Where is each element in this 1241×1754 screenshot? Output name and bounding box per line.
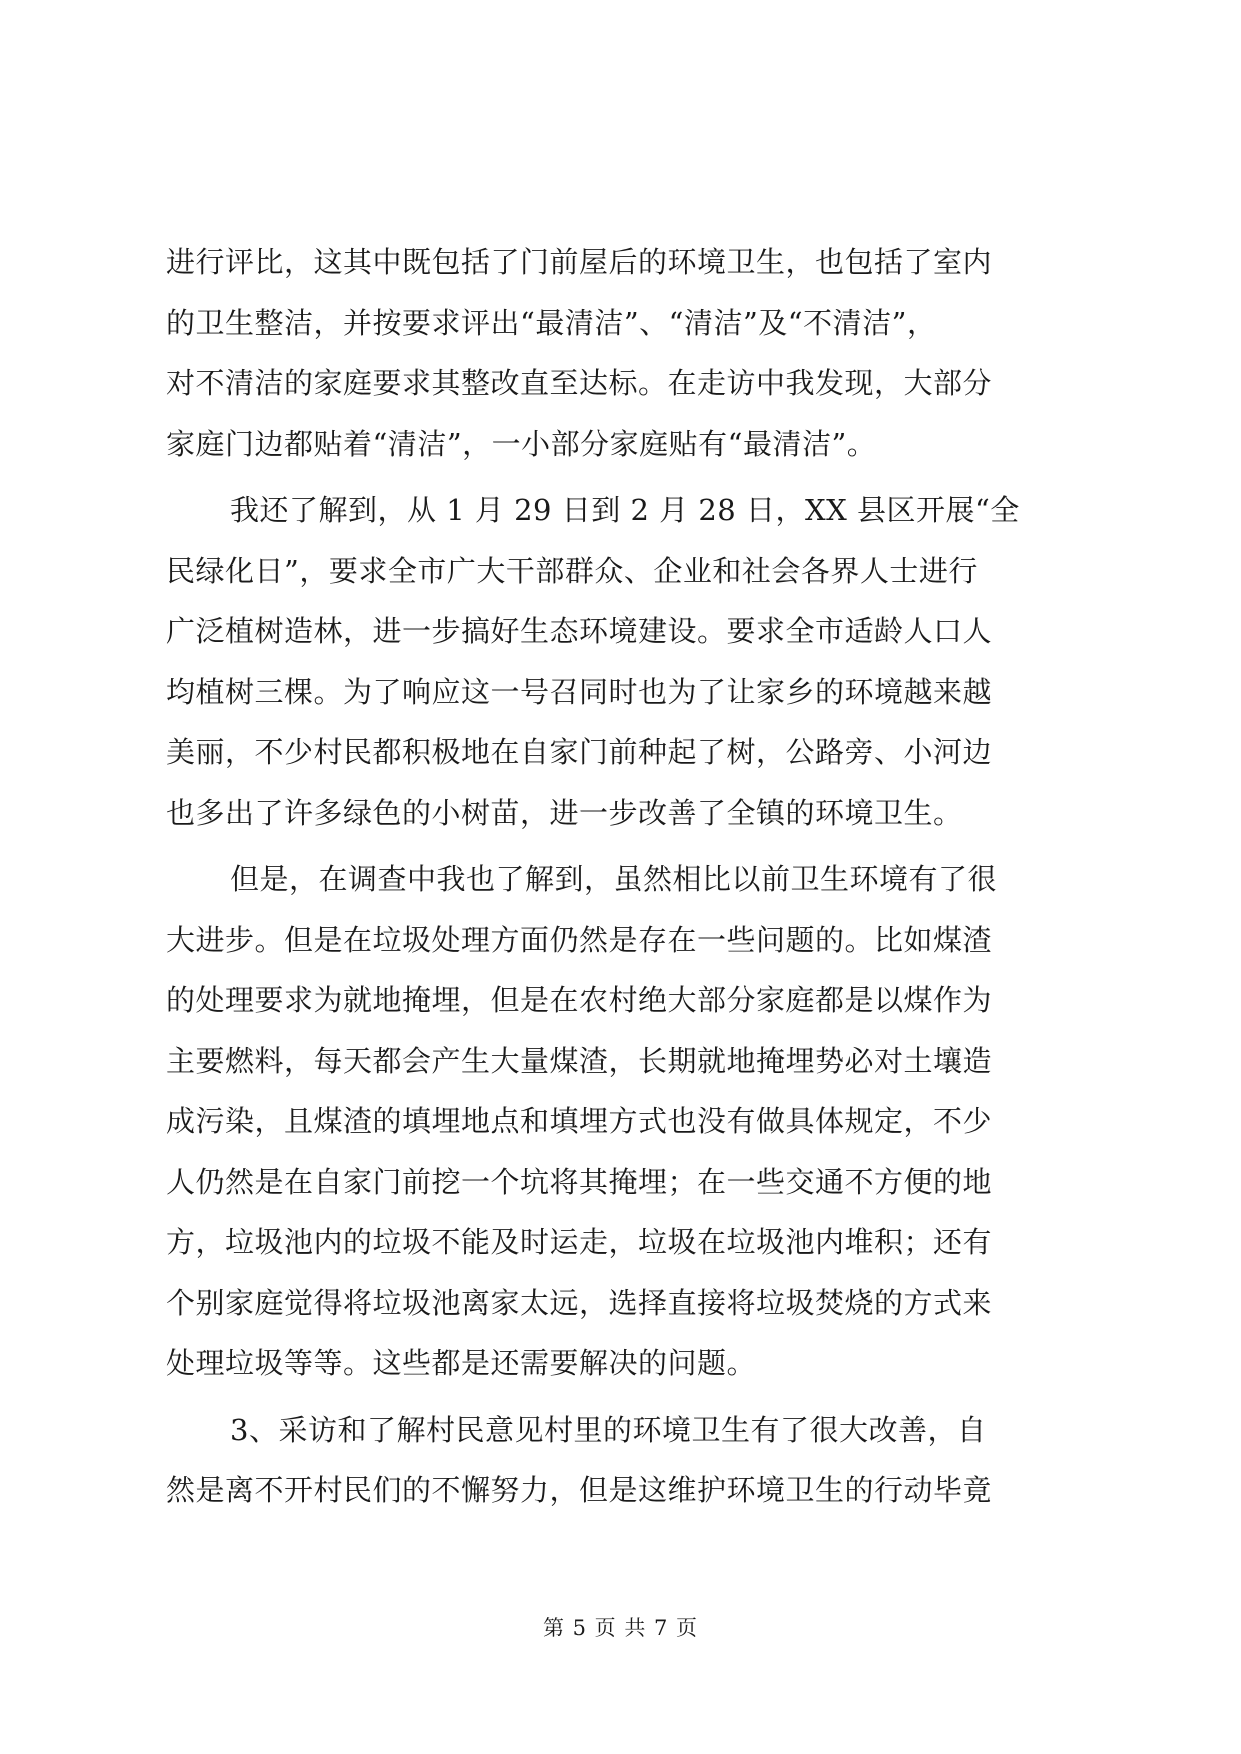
text-line: 成污染，且煤渣的填埋地点和填埋方式也没有做具体规定，不少 bbox=[166, 1104, 993, 1138]
paragraph bbox=[166, 1400, 1076, 1521]
text-line: 方，垃圾池内的垃圾不能及时运走，垃圾在垃圾池内堆积；还有 bbox=[166, 1225, 993, 1259]
text-line: 人仍然是在自家门前挖一个坑将其掩埋；在一些交通不方便的地 bbox=[166, 1164, 993, 1199]
text-line: 民绿化日”，要求全市广大干部群众、企业和社会各界人士进行 bbox=[166, 553, 978, 588]
paragraph bbox=[166, 480, 1076, 843]
text-line: 进行评比，这其中既包括了门前屋后的环境卫生，也包括了室内 bbox=[166, 245, 993, 279]
text-line: 我还了解到，从 1 月 29 日到 2 月 28 日，XX 县区开展“全 bbox=[230, 493, 1020, 527]
text-line: 个别家庭觉得将垃圾池离家太远，选择直接将垃圾焚烧的方式来 bbox=[166, 1285, 993, 1320]
text-line: 家庭门边都贴着“清洁”，一小部分家庭贴有“最清洁”。 bbox=[166, 426, 877, 461]
text-line: 处理垃圾等等。这些都是还需要解决的问题。 bbox=[166, 1346, 757, 1380]
text-line: 均植树三棵。为了响应这一号召同时也为了让家乡的环境越来越 bbox=[166, 674, 993, 709]
text-line: 对不清洁的家庭要求其整改直至达标。在走访中我发现，大部分 bbox=[166, 366, 993, 400]
text-line: 的处理要求为就地掩埋，但是在农村绝大部分家庭都是以煤作为 bbox=[166, 983, 993, 1017]
paragraph bbox=[166, 849, 1076, 1394]
text-line: 广泛植树造林，进一步搞好生态环境建设。要求全市适龄人口人 bbox=[166, 614, 993, 648]
text-line: 主要燃料，每天都会产生大量煤渣，长期就地掩埋势必对土壤造 bbox=[166, 1043, 993, 1078]
text-line: 3、采访和了解村民意见村里的环境卫生有了很大改善，自 bbox=[230, 1412, 987, 1447]
text-line: 也多出了许多绿色的小树苗，进一步改善了全镇的环境卫生。 bbox=[166, 795, 963, 830]
paragraph bbox=[166, 232, 1076, 474]
document-body bbox=[166, 232, 1076, 1521]
text-line: 然是离不开村民们的不懈努力，但是这维护环境卫生的行动毕竟 bbox=[166, 1473, 993, 1507]
page-number-footer: 第 5 页 共 7 页 bbox=[542, 1616, 699, 1640]
text-line: 但是，在调查中我也了解到，虽然相比以前卫生环境有了很 bbox=[230, 862, 998, 896]
text-line: 美丽，不少村民都积极地在自家门前种起了树，公路旁、小河边 bbox=[166, 735, 993, 769]
text-line: 大进步。但是在垃圾处理方面仍然是存在一些问题的。比如煤渣 bbox=[166, 922, 993, 957]
text-line: 的卫生整洁，并按要求评出“最清洁”、“清洁”及“不清洁”， bbox=[166, 305, 937, 340]
